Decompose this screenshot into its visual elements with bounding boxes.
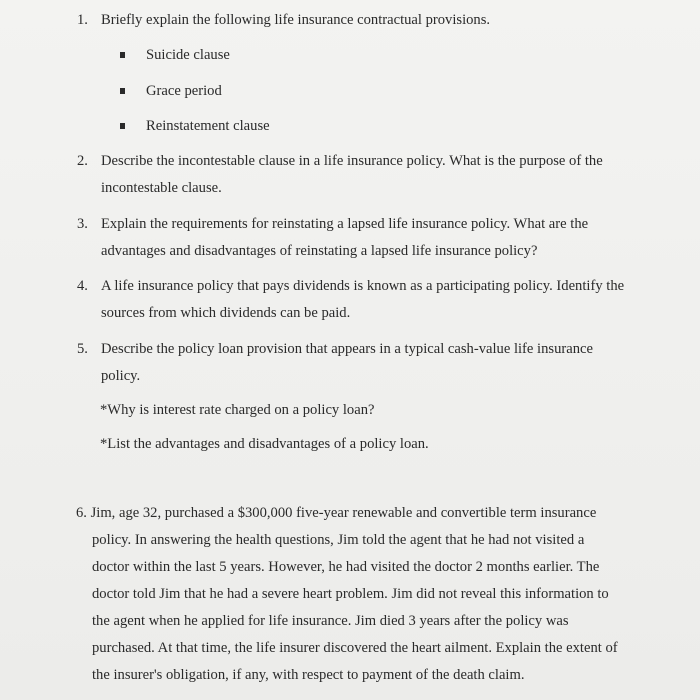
question-number: 5. <box>77 341 88 357</box>
question-2 <box>77 148 677 202</box>
question-text-line: doctor within the last 5 years. However, he had visited the doctor 2 months earlier. The <box>92 559 600 575</box>
list-item <box>120 42 420 78</box>
question-text-line: doctor told Jim that he had a severe heart problem. Jim did not reveal this information to <box>92 586 609 602</box>
provision-list <box>120 42 420 149</box>
question-text-line: Describe the incontestable clause in a life insurance policy. What is the purpose of the <box>101 153 603 169</box>
question-text-line: purchased. At that time, the life insurer discovered the heart ailment. Explain the extent of <box>92 640 618 656</box>
question-number: 2. <box>77 153 88 169</box>
list-item <box>120 113 420 149</box>
bullet-icon <box>120 123 125 129</box>
question-text-line: advantages and disadvantages of reinstating a lapsed life insurance policy? <box>101 243 538 259</box>
question-text-line: policy. In answering the health questions, Jim told the agent that he had not visited a <box>92 532 585 548</box>
question-text-line: A life insurance policy that pays dividends is known as a participating policy. Identify the <box>101 278 625 294</box>
question-5 <box>77 336 677 390</box>
question-text: Briefly explain the following life insurance contractual provisions. <box>101 12 491 28</box>
list-item-text: Grace period <box>146 82 222 99</box>
sub-question: *List the advantages and disadvantages of a policy loan. <box>100 436 429 452</box>
question-number: 3. <box>77 216 88 232</box>
question-1 <box>77 7 677 34</box>
question-text-line: policy. <box>101 368 141 384</box>
question-text-line: sources from which dividends can be paid. <box>101 305 351 321</box>
question-number: 1. <box>77 12 88 28</box>
question-text-line: Describe the policy loan provision that appears in a typical cash-value life insurance <box>101 341 593 357</box>
question-text-line: the agent when he applied for life insurance. Jim died 3 years after the policy was <box>92 613 569 629</box>
list-item <box>120 78 420 114</box>
sub-question: *Why is interest rate charged on a policy loan? <box>100 402 375 418</box>
question-text-line: the insurer's obligation, if any, with respect to payment of the death claim. <box>92 667 525 683</box>
question-4 <box>77 273 677 327</box>
question-text-line: Explain the requirements for reinstating a lapsed life insurance policy. What are the <box>101 216 589 232</box>
question-6 <box>76 500 666 689</box>
list-item-text: Suicide clause <box>146 47 230 63</box>
question-number: 4. <box>77 278 88 294</box>
bullet-icon <box>120 52 125 58</box>
bullet-icon <box>120 88 125 94</box>
question-text-line: 6. Jim, age 32, purchased a $300,000 five-year renewable and convertible term insurance <box>76 505 597 521</box>
question-3 <box>77 211 677 265</box>
question-text-line: incontestable clause. <box>101 180 222 196</box>
list-item-text: Reinstatement clause <box>146 118 270 134</box>
